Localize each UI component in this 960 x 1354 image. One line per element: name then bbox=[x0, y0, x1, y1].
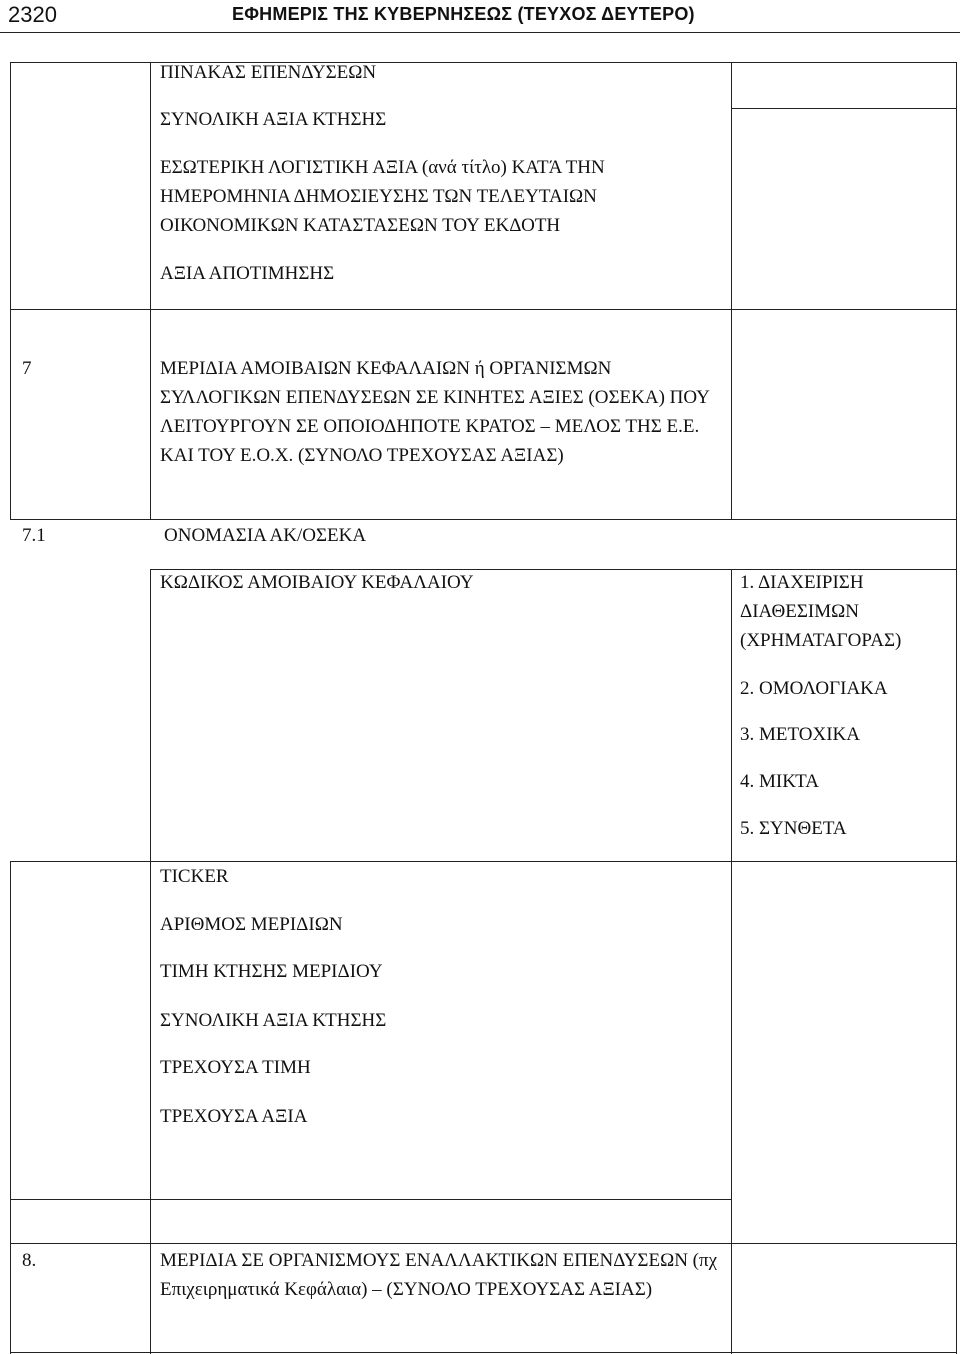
gazette-title: ΕΦΗΜΕΡΙΣ ΤΗΣ ΚΥΒΕΡΝΗΣΕΩΣ (ΤΕΥΧΟΣ ΔΕΥΤΕΡΟ) bbox=[232, 4, 695, 24]
total-acquisition-value-label: ΣΥΝΟΛΙΚΗ ΑΞΙΑ ΚΤΗΣΗΣ bbox=[160, 109, 387, 130]
category-money-market: 1. ΔΙΑΧΕΙΡΙΣΗ ΔΙΑΘΕΣΙΜΩΝ (ΧΡΗΜΑΤΑΓΟΡΑΣ) bbox=[740, 572, 902, 651]
section-7-title: ΜΕΡΙΔΙΑ ΑΜΟΙΒΑΙΩΝ ΚΕΦΑΛΑΙΩΝ ή ΟΡΓΑΝΙΣΜΩΝ ΣΥΛΛΟΓΙΚΩΝ ΕΠΕΝΔΥΣΕΩΝ ΣΕ ΚΙΝΗΤΕΣ ΑΞΙΕΣ (ΟΣΕΚΑ) ΠΟΥ ΛΕΙΤΟΥΡΓΟΥΝ ΣΕ ΟΠΟΙΟΔΗΠΟΤΕ ΚΡΑΤΟΣ – ΜΕΛΟΣ ΤΗΣ Ε.Ε. ΚΑΙ ΤΟΥ Ε.Ο.Χ. (ΣΥΝΟΛΟ ΤΡΕΧΟΥΣΑΣ ΑΞΙΑΣ) bbox=[160, 358, 710, 466]
valuation-label: ΑΞΙΑ ΑΠΟΤΙΜΗΣΗΣ bbox=[160, 263, 335, 284]
current-price-label: ΤΡΕΧΟΥΣΑ ΤΙΜΗ bbox=[160, 1057, 311, 1078]
units-count-label: ΑΡΙΘΜΟΣ ΜΕΡΙΔΙΩΝ bbox=[160, 914, 343, 935]
total-acquisition-value-label-2: ΣΥΝΟΛΙΚΗ ΑΞΙΑ ΚΤΗΣΗΣ bbox=[160, 1010, 387, 1031]
category-bond: 2. ΟΜΟΛΟΓΙΑΚΑ bbox=[740, 678, 888, 699]
category-equity: 3. ΜΕΤΟΧΙΚΑ bbox=[740, 724, 860, 745]
section-8-title: ΜΕΡΙΔΙΑ ΣΕ ΟΡΓΑΝΙΣΜΟΥΣ ΕΝΑΛΛΑΚΤΙΚΩΝ ΕΠΕΝΔΥΣΕΩΝ (πχ Επιχειρηματικά Κεφάλαια) – (ΣΥΝΟΛΟ ΤΡΕΧΟΥΣΑΣ ΑΞΙΑΣ) bbox=[160, 1250, 718, 1300]
category-composite: 5. ΣΥΝΘΕΤΑ bbox=[740, 818, 847, 839]
header-rule bbox=[0, 32, 960, 33]
unit-acquisition-price-label: ΤΙΜΗ ΚΤΗΣΗΣ ΜΕΡΙΔΙΟΥ bbox=[160, 961, 383, 982]
section-7-1-title: ΟΝΟΜΑΣΙΑ ΑΚ/ΟΣΕΚΑ bbox=[164, 525, 367, 546]
section-7-1-number: 7.1 bbox=[22, 525, 46, 546]
section-8-number: 8. bbox=[22, 1250, 37, 1271]
internal-book-value-label: ΕΣΩΤΕΡΙΚΗ ΛΟΓΙΣΤΙΚΗ ΑΞΙΑ (ανά τίτλο) ΚΑΤΆ ΤΗΝ ΗΜΕΡΟΜΗΝΙΑ ΔΗΜΟΣΙΕΥΣΗΣ ΤΩΝ ΤΕΛΕΥΤΑΙΩΝ ΟΙΚΟΝΟΜΙΚΩΝ ΚΑΤΑΣΤΑΣΕΩΝ ΤΟΥ ΕΚΔΟΤΗ bbox=[160, 157, 605, 236]
section-7-number: 7 bbox=[22, 358, 32, 379]
fund-code-label: ΚΩΔΙΚΟΣ ΑΜΟΙΒΑΙΟΥ ΚΕΦΑΛΑΙΟΥ bbox=[160, 572, 474, 593]
page-number: 2320 bbox=[8, 2, 57, 27]
table-title: ΠΙΝΑΚΑΣ ΕΠΕΝΔΥΣΕΩΝ bbox=[160, 62, 377, 83]
ticker-label: TICKER bbox=[160, 866, 229, 887]
current-value-label: ΤΡΕΧΟΥΣΑ ΑΞΙΑ bbox=[160, 1106, 308, 1127]
category-mixed: 4. ΜΙΚΤΑ bbox=[740, 771, 819, 792]
